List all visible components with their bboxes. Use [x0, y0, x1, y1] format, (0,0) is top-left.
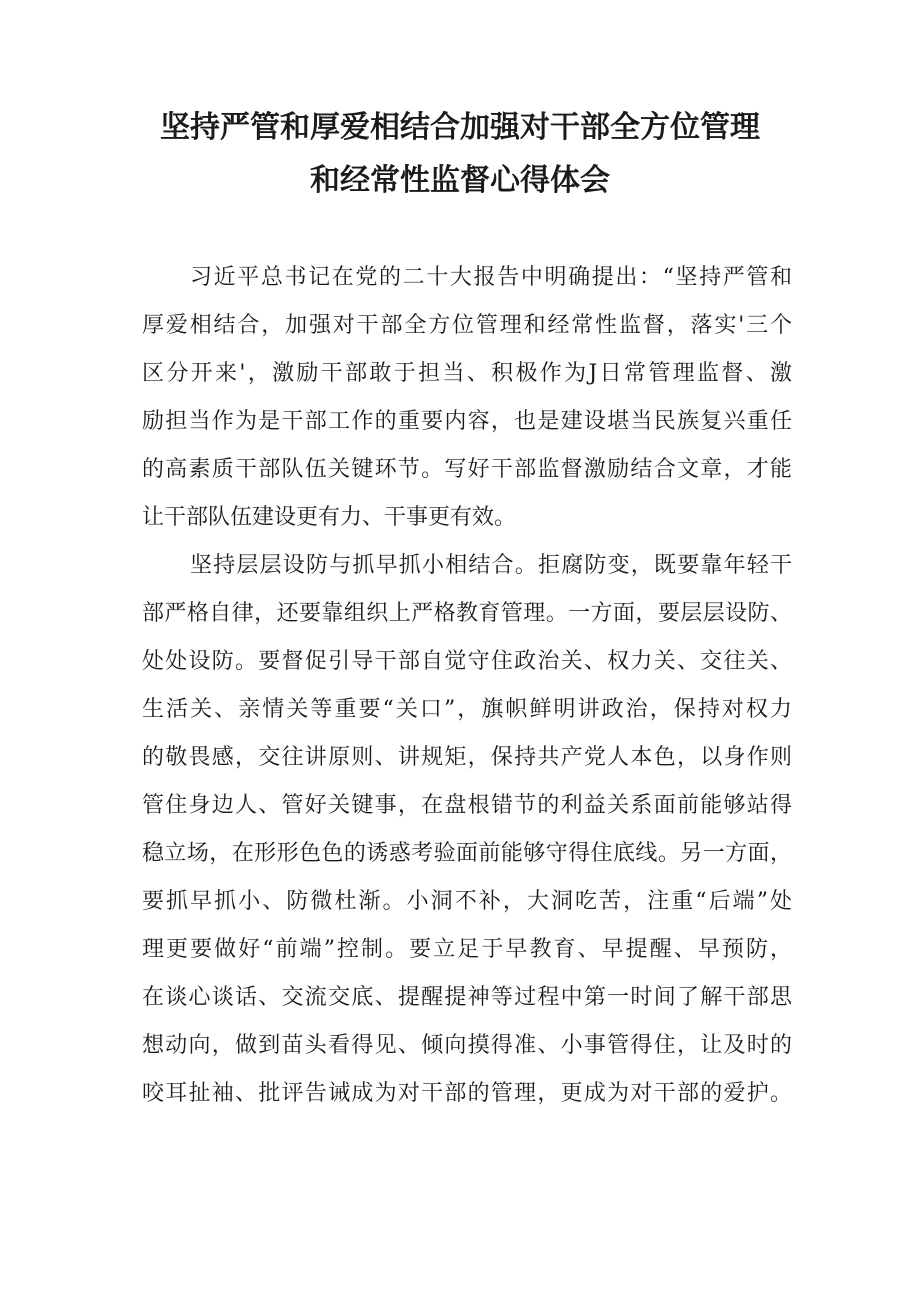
paragraph-line: 理更要做好“前端”控制。要立足于早教育、早提醒、早预防， [142, 937, 792, 962]
paragraph-line: 让干部队伍建设更有力、干事更有效。 [142, 505, 517, 530]
document-title-line-1: 坚持严管和厚爱相结合加强对干部全方位管理 [160, 110, 760, 145]
paragraph-line: 厚爱相结合，加强对干部全方位管理和经常性监督，落实'三个 [142, 313, 792, 338]
paragraph-line: 想动向，做到苗头看得见、倾向摸得准、小事管得住，让及时的 [142, 1033, 792, 1058]
paragraph-line: 在谈心谈话、交流交底、提醒提神等过程中第一时间了解干部思 [142, 985, 792, 1010]
paragraph-line: 的高素质干部队伍关键环节。写好干部监督激励结合文章，才能 [142, 457, 792, 482]
paragraph-line: 部严格自律，还要靠组织上严格教育管理。一方面，要层层设防、 [142, 601, 792, 626]
document-title-line-2: 和经常性监督心得体会 [310, 163, 610, 198]
paragraph-line: 习近平总书记在党的二十大报告中明确提出：“坚持严管和 [190, 265, 792, 290]
paragraph-line: 坚持层层设防与抓早抓小相结合。拒腐防变，既要靠年轻干 [190, 553, 792, 578]
paragraph-line: 处处设防。要督促引导干部自觉守住政治关、权力关、交往关、 [142, 649, 792, 674]
paragraph-line: 区分开来'，激励干部敢于担当、积极作为J日常管理监督、激 [142, 361, 792, 386]
paragraph-line: 生活关、亲情关等重要“关口”，旗帜鲜明讲政治，保持对权力 [142, 697, 792, 722]
paragraph-line: 咬耳扯袖、批评告诫成为对干部的管理，更成为对干部的爱护。 [142, 1081, 792, 1106]
paragraph-line: 的敬畏感，交往讲原则、讲规矩，保持共产党人本色，以身作则 [142, 745, 792, 770]
paragraph-line: 稳立场，在形形色色的诱惑考验面前能够守得住底线。另一方面， [142, 841, 792, 866]
paragraph-line: 要抓早抓小、防微杜渐。小洞不补，大洞吃苦，注重“后端”处 [142, 889, 792, 914]
paragraph-line: 励担当作为是干部工作的重要内容，也是建设堪当民族复兴重任 [142, 409, 792, 434]
paragraph-line: 管住身边人、管好关键事，在盘根错节的利益关系面前能够站得 [142, 793, 792, 818]
